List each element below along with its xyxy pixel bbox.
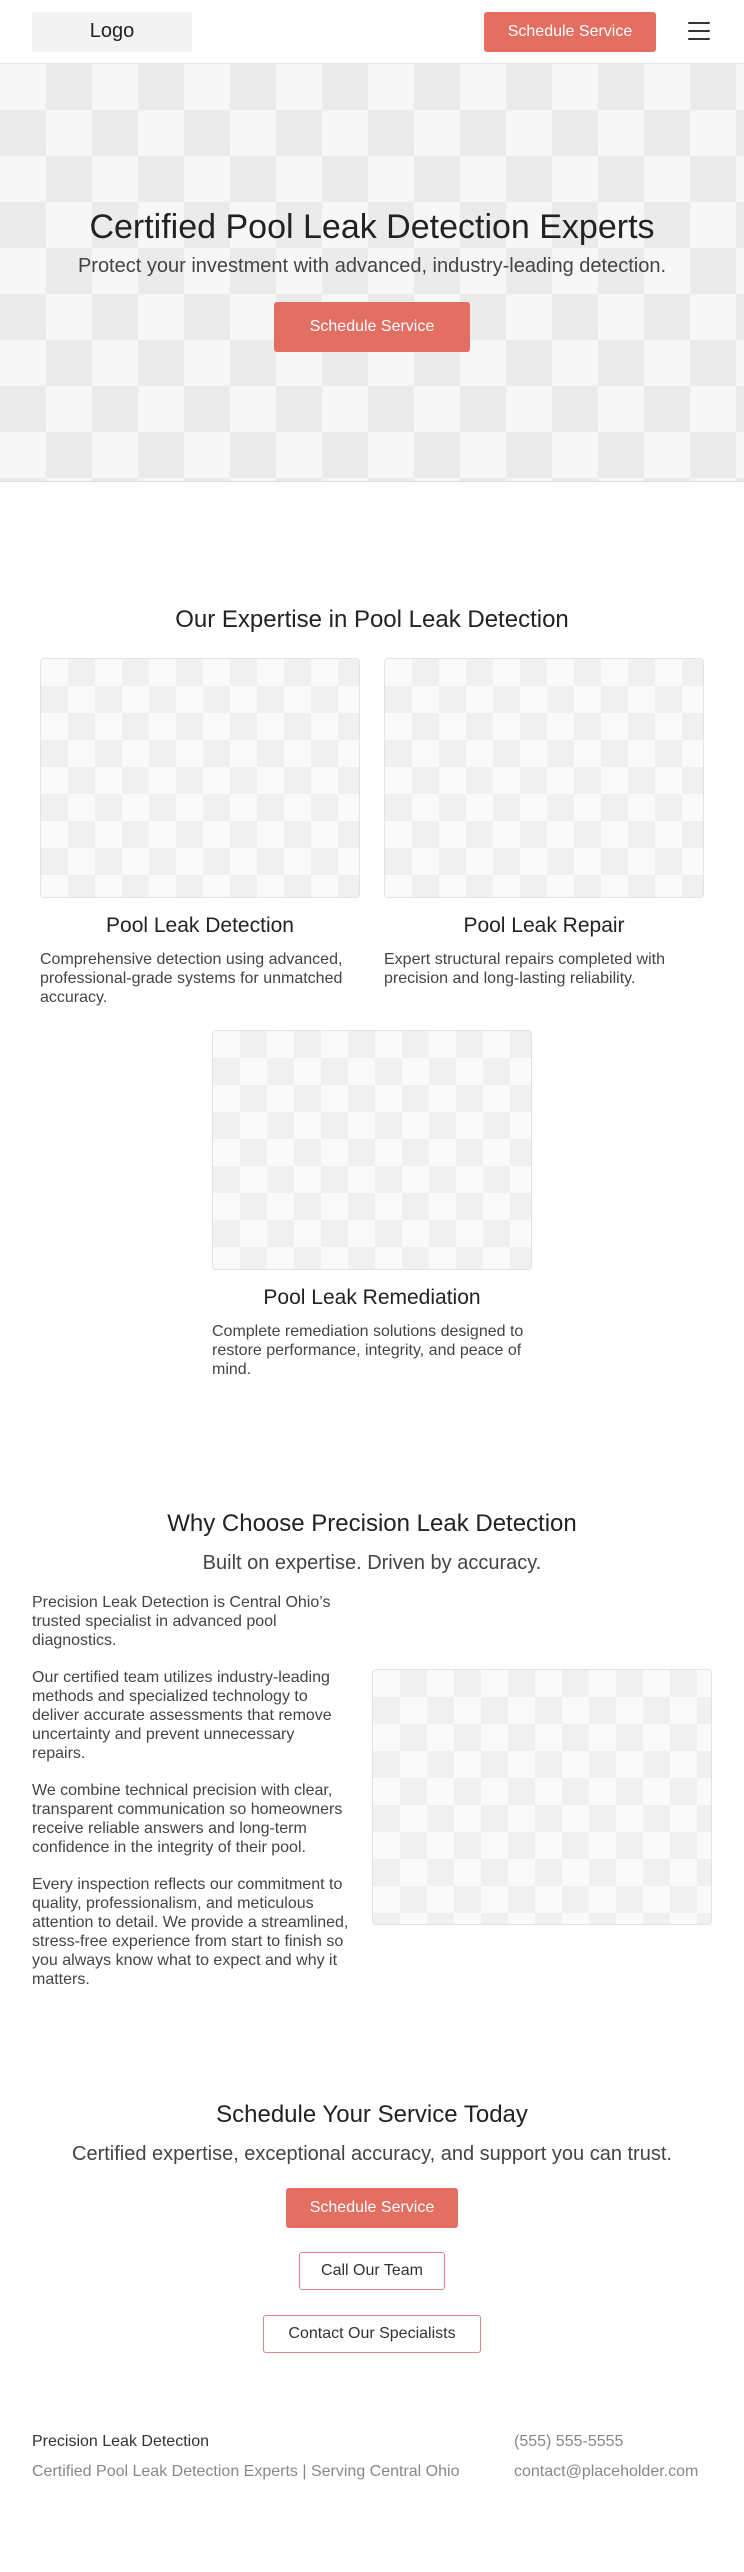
card-pool-leak-remediation [212,1030,532,1379]
card-text: Comprehensive detection using advanced, professional-grade systems for unmatched accuracy. [40,951,343,1006]
site-header [0,0,744,64]
menu-line [688,38,710,40]
card-title: Pool Leak Detection [106,914,294,937]
expertise-title: Our Expertise in Pool Leak Detection [175,606,569,633]
expertise-cards [0,658,744,1448]
menu-line [688,22,710,24]
card-title: Pool Leak Repair [463,914,625,937]
why-image-placeholder [372,1669,712,1925]
card-pool-leak-repair [384,658,704,988]
why-title: Why Choose Precision Leak Detection [167,1510,577,1537]
footer-brand: Precision Leak Detection [32,2433,209,2450]
footer-email[interactable]: contact@placeholder.com [514,2463,699,2480]
contact-specialists-button[interactable]: Contact Our Specialists [263,2315,481,2353]
call-team-button[interactable]: Call Our Team [299,2252,445,2290]
why-text [32,1593,352,2007]
why-body [0,1593,744,2013]
card-text: Expert structural repairs completed with precision and long-lasting reliability. [384,951,665,987]
why-paragraph: Our certified team utilizes industry-leading methods and specialized technology to deliver accurate assessments that remove uncertainty and prevent unnecessary repairs. [32,1669,332,1762]
why-tagline: Built on expertise. Driven by accuracy. [202,1552,542,1574]
hero-title: Certified Pool Leak Detection Experts [89,207,655,246]
hero-section [0,64,744,482]
logo[interactable]: Logo [32,12,192,52]
card-text: Complete remediation solutions designed to restore performance, integrity, and peace of mind. [212,1323,524,1378]
expertise-section [0,482,744,1448]
card-image-placeholder [212,1030,532,1270]
hero-schedule-button[interactable]: Schedule Service [274,302,470,352]
schedule-title: Schedule Your Service Today [216,2101,528,2128]
schedule-subtitle: Certified expertise, exceptional accuracy, and support you can trust. [72,2143,672,2165]
card-image-placeholder [384,658,704,898]
schedule-section [0,2013,744,2353]
why-paragraph: Every inspection reflects our commitment to quality, professionalism, and meticulous attention to detail. We provide a streamlined, stress-free experience from start to finish so you always know what to expect and why it matters. [32,1876,349,1988]
card-title: Pool Leak Remediation [263,1286,481,1309]
card-pool-leak-detection [40,658,360,1007]
footer-phone[interactable]: (555) 555-5555 [514,2433,624,2450]
card-image-placeholder [40,658,360,898]
menu-line [688,30,710,32]
hamburger-menu-icon[interactable] [688,20,710,42]
site-footer [0,2433,744,2553]
header-schedule-button[interactable]: Schedule Service [484,12,656,52]
schedule-service-button[interactable]: Schedule Service [286,2188,458,2228]
why-paragraph: Precision Leak Detection is Central Ohio’s trusted specialist in advanced pool diagnostics. [32,1594,331,1649]
footer-tagline: Certified Pool Leak Detection Experts | Serving Central Ohio [32,2463,460,2480]
hero-subtitle: Protect your investment with advanced, industry-leading detection. [77,254,667,277]
why-section [0,1448,744,2013]
why-paragraph: We combine technical precision with clear, transparent communication so homeowners receive reliable answers and long-term confidence in the integrity of their pool. [32,1782,343,1856]
